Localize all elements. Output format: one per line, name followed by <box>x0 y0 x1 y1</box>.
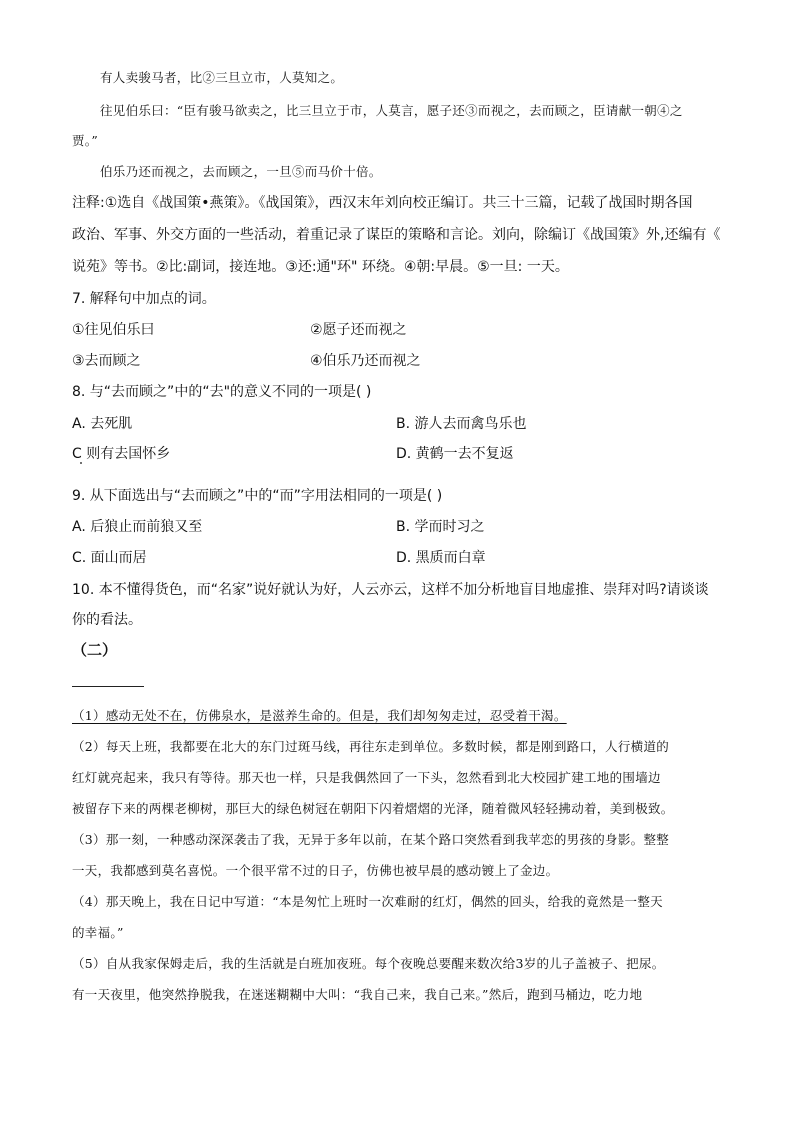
passage-p2-line-1: （2）每天上班，我都要在北大的东门过斑马线，再往东走到单位。多数时候，都是刚到路口，人行横道的 <box>72 739 670 754</box>
notes-line-1: 注释:①选自《战国策•燕策》。《战国策》，西汉末年刘向校正编订。共三十三篇，记载了战国时期各国 <box>72 195 693 211</box>
q9-option-b: B. 学而时习之 <box>396 519 485 535</box>
q7-item-4: ④伯乐乃还而视之 <box>310 353 421 369</box>
passage-p2-line-2: 红灯就亮起来，我只有等待。那天也一样，只是我偶然回了一下头，忽然看到北大校园扩建工地的围墙边 <box>72 770 661 785</box>
q8-stem: 8. 与“去而顾之”中的“去"的意义不同的一项是( ) <box>72 384 372 400</box>
passage-p1 <box>72 706 567 724</box>
q7-item-2: ②愿子还而视之 <box>310 322 407 338</box>
passage-p5-line-2: 有一天夜里，他突然挣脱我，在迷迷糊糊中大叫：“我自己来，我自己来。”然后，跑到马桶边，吃力地 <box>72 987 643 1002</box>
classical-line-1: 有人卖骏马者，比②三旦立市，人莫知之。 <box>100 70 344 85</box>
q10-line-2: 你的看法。 <box>72 612 142 628</box>
passage-p4-line-2: 的幸福。” <box>72 925 124 940</box>
passage-p3-line-2: 一天，我都感到莫名喜悦。一个很平常不过的日子，仿佛也被早晨的感动镀上了金边。 <box>72 863 559 878</box>
divider-rule <box>72 686 144 687</box>
q7-item-3: ③去而顾之 <box>72 353 141 369</box>
q8-option-c: C 则有去国怀乡 <box>72 446 171 462</box>
classical-line-4: 伯乐乃还而视之，去而顾之，一旦⑤而马价十倍。 <box>100 164 382 179</box>
q7-item-1: ①往见伯乐曰 <box>72 322 155 338</box>
passage-p4-line-1: （4）那天晚上，我在日记中写道：“本是匆忙上班时一次难耐的红灯，偶然的回头，给我的竟然是一整天 <box>72 894 663 909</box>
passage-p1-text: （1）感动无处不在，仿佛泉水，是滋养生命的。但是，我们却匆匆走过，忍受着干渴。 <box>72 708 567 723</box>
q7-stem: 7. 解释句中加点的词。 <box>72 291 216 307</box>
stray-dot <box>80 462 82 464</box>
q10-line-1: 10. 本不懂得货色，而“名家”说好就认为好，人云亦云，这样不加分析地盲目地虚推、崇拜对吗?请谈谈 <box>72 582 709 598</box>
classical-line-3: 贾。” <box>72 133 99 148</box>
q8-option-b: B. 游人去而禽鸟乐也 <box>396 416 527 432</box>
passage-p5-line-1: （5）自从我家保姆走后，我的生活就是白班加夜班。每个夜晚总要醒来数次给3岁的儿子盖被子、把尿。 <box>72 956 665 971</box>
notes-line-2: 政治、军事、外交方面的一些活动，着重记录了谋臣的策略和言论。刘向，除编订《战国策》外,还编有《 <box>72 227 721 243</box>
passage-p2-line-3: 被留存下来的两棵老柳树，那巨大的绿色树冠在朝阳下闪着熠熠的光泽，随着微风轻轻拂动着，美到极致。 <box>72 801 674 816</box>
q9-stem: 9. 从下面选出与“去而顾之”中的“而”字用法相同的一项是( ) <box>72 488 443 504</box>
q9-option-a: A. 后狼止而前狼又至 <box>72 519 203 535</box>
passage-p3-line-1: （3）那一刻，一种感动深深袭击了我，无异于多年以前，在某个路口突然看到我苹恋的男孩的身影。整整 <box>72 832 670 847</box>
classical-line-2: 往见伯乐曰：“臣有骏马欲卖之，比三旦立于市，人莫言，愿子还③而视之，去而顾之，臣请献一朝④之 <box>100 103 683 118</box>
q8-option-d: D. 黄鹤一去不复返 <box>396 446 514 462</box>
q9-option-c: C. 面山而居 <box>72 550 147 566</box>
section-2-heading: （二） <box>72 641 118 659</box>
notes-line-3: 说苑》等书。②比:副词，接连地。③还:通"环" 环绕。④朝:早晨。⑤一旦: 一天。 <box>72 259 569 275</box>
q9-option-d: D. 黑质而白章 <box>396 550 486 566</box>
q8-option-a: A. 去死肌 <box>72 416 133 432</box>
